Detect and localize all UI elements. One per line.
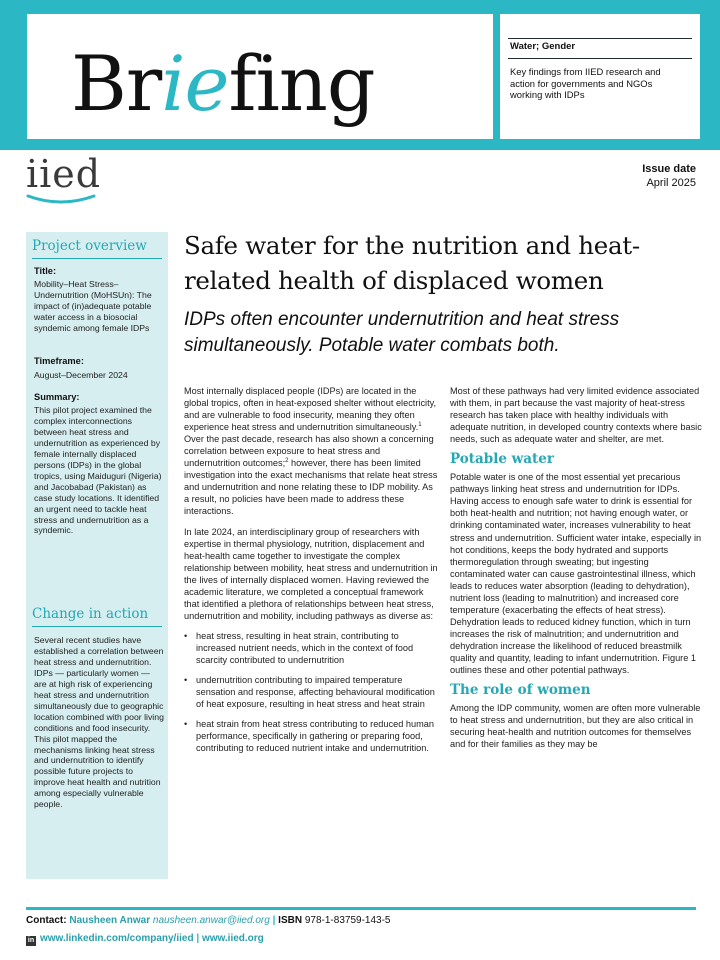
linkedin-icon: in [27, 937, 35, 944]
footnote-ref[interactable]: 1 [418, 422, 422, 429]
isbn-label: ISBN [278, 915, 303, 926]
paragraph-part: however, there has been limited investigation into the exact mechanisms that relate heat stress and undernutrition and none relating these to IDP mobility. As a result, no policies have been made to address these interactions. [184, 458, 438, 517]
contact-label: Contact: [26, 915, 67, 926]
pathway-list [184, 630, 438, 754]
header-meta-box [500, 14, 700, 139]
briefing-title-suffix: fing [228, 39, 375, 128]
summary-label: Summary: [34, 392, 80, 402]
briefing-description: Key findings from IIED research and action for governments and NGOs working with IDPs [510, 66, 661, 100]
body-column-right [450, 385, 704, 758]
briefing-title [71, 36, 375, 132]
meta-rule-top [508, 38, 692, 39]
paragraph [184, 385, 438, 518]
contact-email-link[interactable]: nausheen.anwar@iied.org [152, 915, 270, 926]
website-link[interactable]: www.iied.org [201, 933, 264, 944]
linkedin-link[interactable]: www.linkedin.com/company/iied [40, 933, 194, 944]
timeframe-label: Timeframe: [34, 356, 84, 366]
iied-logo: iied [26, 152, 102, 196]
project-title-text: Mobility–Heat Stress–Undernutrition (MoHSUn): The impact of (in)adequate potable water access in a biosocial syndemic among female IDPs [34, 279, 152, 333]
paragraph: Most of these pathways had very limited evidence associated with them, in part because the vast majority of heat-stress research has taken place with healthy individuals with adequate nutrition, in developed country contexts where basic needs, such as adequate water and shelter, are met. [450, 386, 702, 445]
paragraph-part: Most internally displaced people (IDPs) are located in the global tropics, often in heat-exposed shelter without electricity, and are vulnerable to food insecurity, meaning they often experience heat stress and undernutrition simultaneously. [184, 386, 437, 433]
briefing-title-ie: ie [161, 39, 229, 128]
article-title: Safe water for the nutrition and heat-related health of displaced women [184, 231, 640, 295]
change-in-action-heading: Change in action [32, 606, 162, 627]
contact-name: Nausheen Anwar [69, 915, 151, 926]
section-heading-potable-water: Potable water [450, 451, 554, 468]
footnote-ref[interactable]: 2 [285, 458, 289, 465]
isbn-value: 978-1-83759-143-5 [304, 915, 391, 926]
list-item: • heat strain from heat stress contributing to reduced human performance, specifically in gathering or preparing food, contributing to reduced nutrient intake and undernutrition. [184, 718, 438, 754]
issue-date-label: Issue date [642, 163, 696, 175]
summary-text: This pilot project examined the complex interconnections between heat stress and undernutrition as experienced by female internally displaced persons (IDPs) in the global tropics, using Maiduguri (Nigeria) and Jacobabad (Pakistan) as case study locations. It identified an urgent need to tackle heat stress and undernutrition as a syndemic. [34, 405, 162, 536]
section-heading-role-of-women: The role of women [450, 682, 591, 699]
sidebar [26, 232, 168, 879]
paragraph: In late 2024, an interdisciplinary group of researchers with expertise in thermal physiology, nutrition, displacement and heat-health came together to investigate the complex relationship between mobility, heat stress and undernutrition in the lives of internally displaced women. Having reviewed the academic literature, we completed a conceptual framework that identified a plethora of relationships between heat stress, undernutrition and mobility, including pathways as diverse as: [184, 526, 438, 621]
footer-links [26, 933, 264, 946]
footer-contact [26, 915, 390, 926]
briefing-title-box [27, 14, 493, 139]
project-overview-heading: Project overview [32, 238, 162, 259]
separator: | [272, 915, 276, 926]
list-item: • undernutrition contributing to impaired temperature sensation and response, affecting behavioural modification of heat exposure, resulting in heat stress and heat strain [184, 674, 438, 710]
article-subtitle: IDPs often encounter undernutrition and heat stress simultaneously. Potable water combats both. [184, 309, 620, 356]
paragraph: Potable water is one of the most essential yet precarious pathways linking heat stress and undernutrition for IDPs. Having access to enough safe water to drink is essential for both heat-health and nutrition; not having enough water, or drinking contaminated water, increases vulnerability to heat stress and undernutrition. Sufficient water intake, especially in hot conditions, keeps the body hydrated and supports thermoregulation through sweating; but ingesting contaminated water can cause gastrointestinal illness, which leads to reduces water absorption (leading to dehydration), nutrient loss (leading to malnutrition) and increased core temperature (exacerbating the effects of heat stress). Dehydration leads to reduced kidney function, which in turn increases the risk of malnutrition; and undernutrition and dehydration increase the likelihood of reduced breastmilk quality and quantity, leading to infant undernutrition. Figure 1 outlines these and other potential pathways. [450, 472, 702, 676]
logo-swoosh-icon [26, 192, 96, 206]
topic-tag: Water; Gender [510, 41, 576, 52]
body-column-left [184, 385, 438, 762]
separator: | [196, 933, 200, 944]
timeframe-text: August–December 2024 [34, 370, 128, 380]
meta-rule-mid [508, 58, 692, 59]
briefing-title-prefix: Br [71, 39, 162, 128]
change-in-action-text: Several recent studies have established a correlation between heat stress and undernutrition. IDPs — particularly women — are at high risk of experiencing heat stress and undernutrition simultaneously due to geographic location combined with poor living conditions and food insecurity. This pilot mapped the mechanisms linking heat stress and undernutrition to identify possible future projects to improve heat health and nutrition among especially vulnerable people. [34, 635, 164, 810]
paragraph: Among the IDP community, women are often more vulnerable to heat stress and undernutrition, but they are also critical in securing heat-health and nutrition outcomes for themselves and for their families as they may be [450, 703, 701, 750]
footer-rule [26, 907, 696, 910]
issue-date-value: April 2025 [646, 177, 696, 189]
list-item: • heat stress, resulting in heat strain, contributing to increased nutrient needs, which in the context of food scarcity contributed to undernutrition [184, 630, 438, 666]
project-title-label: Title: [34, 266, 57, 276]
paragraph-part: Over the past decade, research has also shown a concerning correlation between exposure to heat stress and undernutrition outcomes; [184, 434, 434, 469]
